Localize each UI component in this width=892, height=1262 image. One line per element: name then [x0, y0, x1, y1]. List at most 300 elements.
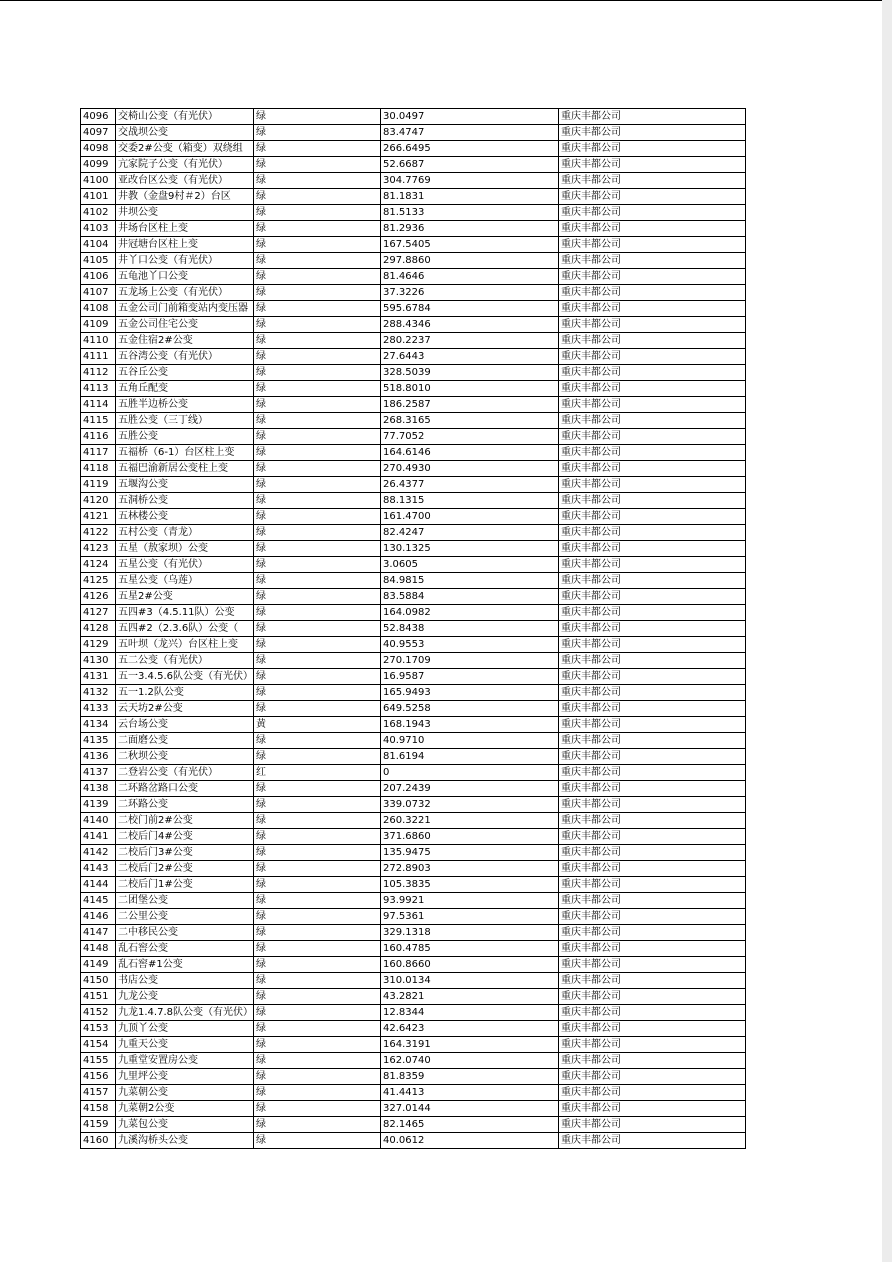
table-row [81, 973, 746, 989]
status-cell: 绿 [254, 861, 381, 877]
station-name-cell: 五二公变（有光伏） [116, 653, 254, 669]
company-cell: 重庆丰都公司 [559, 941, 746, 957]
row-id-cell: 4113 [81, 381, 116, 397]
status-cell: 绿 [254, 1117, 381, 1133]
company-cell: 重庆丰都公司 [559, 861, 746, 877]
company-cell: 重庆丰都公司 [559, 557, 746, 573]
table-row [81, 941, 746, 957]
station-name-cell: 五金住宿2#公变 [116, 333, 254, 349]
company-cell: 重庆丰都公司 [559, 477, 746, 493]
table-row [81, 1037, 746, 1053]
value-cell: 160.4785 [381, 941, 559, 957]
status-cell: 绿 [254, 429, 381, 445]
table-row [81, 1133, 746, 1149]
status-cell: 绿 [254, 285, 381, 301]
company-cell: 重庆丰都公司 [559, 109, 746, 125]
station-name-cell: 五星公变（有光伏） [116, 557, 254, 573]
value-cell: 329.1318 [381, 925, 559, 941]
row-id-cell: 4144 [81, 877, 116, 893]
company-cell: 重庆丰都公司 [559, 141, 746, 157]
value-cell: 288.4346 [381, 317, 559, 333]
table-row [81, 301, 746, 317]
status-cell: 绿 [254, 1021, 381, 1037]
table-row [81, 701, 746, 717]
station-name-cell: 五龙场上公变（有光伏） [116, 285, 254, 301]
company-cell: 重庆丰都公司 [559, 669, 746, 685]
company-cell: 重庆丰都公司 [559, 205, 746, 221]
status-cell: 绿 [254, 733, 381, 749]
value-cell: 40.9710 [381, 733, 559, 749]
row-id-cell: 4129 [81, 637, 116, 653]
table-row [81, 1101, 746, 1117]
station-name-cell: 五金公司住宅公变 [116, 317, 254, 333]
station-name-cell: 书店公变 [116, 973, 254, 989]
row-id-cell: 4099 [81, 157, 116, 173]
row-id-cell: 4139 [81, 797, 116, 813]
row-id-cell: 4124 [81, 557, 116, 573]
station-name-cell: 五村公变（青龙） [116, 525, 254, 541]
station-name-cell: 乱石窖#1公变 [116, 957, 254, 973]
row-id-cell: 4145 [81, 893, 116, 909]
station-name-cell: 乱石窖公变 [116, 941, 254, 957]
status-cell: 绿 [254, 989, 381, 1005]
value-cell: 84.9815 [381, 573, 559, 589]
value-cell: 310.0134 [381, 973, 559, 989]
row-id-cell: 4132 [81, 685, 116, 701]
status-cell: 绿 [254, 509, 381, 525]
status-cell: 绿 [254, 477, 381, 493]
value-cell: 270.1709 [381, 653, 559, 669]
company-cell: 重庆丰都公司 [559, 269, 746, 285]
company-cell: 重庆丰都公司 [559, 333, 746, 349]
value-cell: 186.2587 [381, 397, 559, 413]
status-cell: 绿 [254, 205, 381, 221]
status-cell: 绿 [254, 333, 381, 349]
row-id-cell: 4108 [81, 301, 116, 317]
status-cell: 绿 [254, 253, 381, 269]
row-id-cell: 4106 [81, 269, 116, 285]
table-row [81, 221, 746, 237]
station-name-cell: 九重天公变 [116, 1037, 254, 1053]
value-cell: 280.2237 [381, 333, 559, 349]
value-cell: 82.1465 [381, 1117, 559, 1133]
table-row [81, 845, 746, 861]
station-name-cell: 二校门前2#公变 [116, 813, 254, 829]
value-cell: 26.4377 [381, 477, 559, 493]
status-cell: 绿 [254, 829, 381, 845]
company-cell: 重庆丰都公司 [559, 1021, 746, 1037]
status-cell: 绿 [254, 413, 381, 429]
table-row [81, 173, 746, 189]
station-name-cell: 亢家院子公变（有光伏） [116, 157, 254, 173]
value-cell: 43.2821 [381, 989, 559, 1005]
station-name-cell: 五星公变（乌莲） [116, 573, 254, 589]
status-cell: 绿 [254, 493, 381, 509]
value-cell: 304.7769 [381, 173, 559, 189]
company-cell: 重庆丰都公司 [559, 733, 746, 749]
company-cell: 重庆丰都公司 [559, 749, 746, 765]
table-row [81, 525, 746, 541]
value-cell: 518.8010 [381, 381, 559, 397]
row-id-cell: 4116 [81, 429, 116, 445]
value-cell: 165.9493 [381, 685, 559, 701]
company-cell: 重庆丰都公司 [559, 573, 746, 589]
table-row [81, 1005, 746, 1021]
value-cell: 161.4700 [381, 509, 559, 525]
status-cell: 绿 [254, 125, 381, 141]
row-id-cell: 4103 [81, 221, 116, 237]
table-row [81, 765, 746, 781]
row-id-cell: 4117 [81, 445, 116, 461]
value-cell: 52.8438 [381, 621, 559, 637]
station-name-cell: 井教（金盘9村＃2）台区 [116, 189, 254, 205]
value-cell: 272.8903 [381, 861, 559, 877]
status-cell: 绿 [254, 653, 381, 669]
company-cell: 重庆丰都公司 [559, 525, 746, 541]
table-row [81, 1053, 746, 1069]
status-cell: 绿 [254, 461, 381, 477]
company-cell: 重庆丰都公司 [559, 717, 746, 733]
status-cell: 绿 [254, 381, 381, 397]
company-cell: 重庆丰都公司 [559, 349, 746, 365]
value-cell: 52.6687 [381, 157, 559, 173]
value-cell: 328.5039 [381, 365, 559, 381]
station-name-cell: 五洞桥公变 [116, 493, 254, 509]
table-row [81, 989, 746, 1005]
value-cell: 81.4646 [381, 269, 559, 285]
status-cell: 绿 [254, 813, 381, 829]
company-cell: 重庆丰都公司 [559, 685, 746, 701]
table-row [81, 269, 746, 285]
table-row [81, 333, 746, 349]
status-cell: 绿 [254, 173, 381, 189]
row-id-cell: 4157 [81, 1085, 116, 1101]
value-cell: 81.8359 [381, 1069, 559, 1085]
station-name-cell: 二环路岔路口公变 [116, 781, 254, 797]
row-id-cell: 4105 [81, 253, 116, 269]
value-cell: 164.6146 [381, 445, 559, 461]
status-cell: 绿 [254, 349, 381, 365]
station-name-cell: 九菜朝2公变 [116, 1101, 254, 1117]
row-id-cell: 4096 [81, 109, 116, 125]
row-id-cell: 4136 [81, 749, 116, 765]
station-name-cell: 五堰沟公变 [116, 477, 254, 493]
company-cell: 重庆丰都公司 [559, 493, 746, 509]
station-name-cell: 五林楼公变 [116, 509, 254, 525]
status-cell: 绿 [254, 605, 381, 621]
table-row [81, 605, 746, 621]
status-cell: 绿 [254, 397, 381, 413]
company-cell: 重庆丰都公司 [559, 413, 746, 429]
row-id-cell: 4102 [81, 205, 116, 221]
station-name-cell: 五四#3（4.5.11队）公变 [116, 605, 254, 621]
row-id-cell: 4127 [81, 605, 116, 621]
row-id-cell: 4122 [81, 525, 116, 541]
value-cell: 12.8344 [381, 1005, 559, 1021]
row-id-cell: 4154 [81, 1037, 116, 1053]
row-id-cell: 4123 [81, 541, 116, 557]
company-cell: 重庆丰都公司 [559, 637, 746, 653]
value-cell: 297.8860 [381, 253, 559, 269]
station-name-cell: 二中移民公变 [116, 925, 254, 941]
status-cell: 绿 [254, 1101, 381, 1117]
station-name-cell: 交战坝公变 [116, 125, 254, 141]
value-cell: 207.2439 [381, 781, 559, 797]
page-edge-strip [882, 0, 892, 1262]
value-cell: 81.2936 [381, 221, 559, 237]
company-cell: 重庆丰都公司 [559, 253, 746, 269]
company-cell: 重庆丰都公司 [559, 621, 746, 637]
value-cell: 83.5884 [381, 589, 559, 605]
table-row [81, 749, 746, 765]
status-cell: 绿 [254, 781, 381, 797]
company-cell: 重庆丰都公司 [559, 541, 746, 557]
status-cell: 绿 [254, 685, 381, 701]
status-cell: 绿 [254, 189, 381, 205]
table-row [81, 381, 746, 397]
table-row [81, 141, 746, 157]
company-cell: 重庆丰都公司 [559, 509, 746, 525]
table-row [81, 829, 746, 845]
value-cell: 130.1325 [381, 541, 559, 557]
row-id-cell: 4138 [81, 781, 116, 797]
company-cell: 重庆丰都公司 [559, 301, 746, 317]
row-id-cell: 4140 [81, 813, 116, 829]
row-id-cell: 4143 [81, 861, 116, 877]
station-name-cell: 五角丘配变 [116, 381, 254, 397]
value-cell: 3.0605 [381, 557, 559, 573]
row-id-cell: 4153 [81, 1021, 116, 1037]
status-cell: 绿 [254, 557, 381, 573]
table-row [81, 685, 746, 701]
company-cell: 重庆丰都公司 [559, 1037, 746, 1053]
status-cell: 绿 [254, 445, 381, 461]
row-id-cell: 4155 [81, 1053, 116, 1069]
row-id-cell: 4159 [81, 1117, 116, 1133]
table-row [81, 253, 746, 269]
status-cell: 绿 [254, 1133, 381, 1149]
company-cell: 重庆丰都公司 [559, 125, 746, 141]
station-name-cell: 二公里公变 [116, 909, 254, 925]
value-cell: 339.0732 [381, 797, 559, 813]
value-cell: 649.5258 [381, 701, 559, 717]
status-cell: 绿 [254, 1069, 381, 1085]
value-cell: 595.6784 [381, 301, 559, 317]
company-cell: 重庆丰都公司 [559, 1005, 746, 1021]
status-cell: 绿 [254, 1053, 381, 1069]
station-name-cell: 五一1.2队公变 [116, 685, 254, 701]
table-row [81, 797, 746, 813]
station-name-cell: 五胜公变 [116, 429, 254, 445]
row-id-cell: 4137 [81, 765, 116, 781]
station-name-cell: 五胜半边桥公变 [116, 397, 254, 413]
row-id-cell: 4126 [81, 589, 116, 605]
value-cell: 16.9587 [381, 669, 559, 685]
status-cell: 绿 [254, 109, 381, 125]
status-cell: 绿 [254, 909, 381, 925]
row-id-cell: 4120 [81, 493, 116, 509]
row-id-cell: 4133 [81, 701, 116, 717]
status-cell: 绿 [254, 157, 381, 173]
status-cell: 绿 [254, 669, 381, 685]
status-cell: 绿 [254, 637, 381, 653]
value-cell: 77.7052 [381, 429, 559, 445]
row-id-cell: 4110 [81, 333, 116, 349]
company-cell: 重庆丰都公司 [559, 1101, 746, 1117]
value-cell: 42.6423 [381, 1021, 559, 1037]
status-cell: 绿 [254, 589, 381, 605]
table-row [81, 205, 746, 221]
row-id-cell: 4114 [81, 397, 116, 413]
station-name-cell: 九龙1.4.7.8队公变（有光伏） [116, 1005, 254, 1021]
station-name-cell: 井场台区柱上变 [116, 221, 254, 237]
table-row [81, 589, 746, 605]
value-cell: 27.6443 [381, 349, 559, 365]
value-cell: 327.0144 [381, 1101, 559, 1117]
value-cell: 30.0497 [381, 109, 559, 125]
company-cell: 重庆丰都公司 [559, 701, 746, 717]
station-name-cell: 九顶丫公变 [116, 1021, 254, 1037]
table-row [81, 909, 746, 925]
top-border-line [0, 0, 892, 1]
table-row [81, 957, 746, 973]
company-cell: 重庆丰都公司 [559, 285, 746, 301]
value-cell: 270.4930 [381, 461, 559, 477]
table-row [81, 877, 746, 893]
company-cell: 重庆丰都公司 [559, 1133, 746, 1149]
status-cell: 绿 [254, 301, 381, 317]
company-cell: 重庆丰都公司 [559, 381, 746, 397]
table-row [81, 669, 746, 685]
status-cell: 绿 [254, 941, 381, 957]
table-row [81, 317, 746, 333]
company-cell: 重庆丰都公司 [559, 1085, 746, 1101]
row-id-cell: 4111 [81, 349, 116, 365]
status-cell: 绿 [254, 957, 381, 973]
company-cell: 重庆丰都公司 [559, 989, 746, 1005]
status-cell: 绿 [254, 797, 381, 813]
row-id-cell: 4152 [81, 1005, 116, 1021]
station-name-cell: 二秋坝公变 [116, 749, 254, 765]
value-cell: 81.6194 [381, 749, 559, 765]
value-cell: 41.4413 [381, 1085, 559, 1101]
station-name-cell: 五谷丘公变 [116, 365, 254, 381]
row-id-cell: 4104 [81, 237, 116, 253]
company-cell: 重庆丰都公司 [559, 461, 746, 477]
row-id-cell: 4141 [81, 829, 116, 845]
status-cell: 绿 [254, 365, 381, 381]
station-name-cell: 井丫口公变（有光伏） [116, 253, 254, 269]
company-cell: 重庆丰都公司 [559, 1069, 746, 1085]
table-row [81, 461, 746, 477]
company-cell: 重庆丰都公司 [559, 397, 746, 413]
company-cell: 重庆丰都公司 [559, 797, 746, 813]
table-row [81, 429, 746, 445]
table-row [81, 125, 746, 141]
status-cell: 绿 [254, 525, 381, 541]
row-id-cell: 4147 [81, 925, 116, 941]
value-cell: 135.9475 [381, 845, 559, 861]
station-name-cell: 九里坪公变 [116, 1069, 254, 1085]
company-cell: 重庆丰都公司 [559, 157, 746, 173]
row-id-cell: 4148 [81, 941, 116, 957]
company-cell: 重庆丰都公司 [559, 189, 746, 205]
table-row [81, 189, 746, 205]
table-row [81, 861, 746, 877]
company-cell: 重庆丰都公司 [559, 589, 746, 605]
table-row [81, 925, 746, 941]
value-cell: 168.1943 [381, 717, 559, 733]
status-cell: 绿 [254, 1085, 381, 1101]
row-id-cell: 4100 [81, 173, 116, 189]
station-name-cell: 五龟池丫口公变 [116, 269, 254, 285]
station-name-cell: 交椅山公变（有光伏） [116, 109, 254, 125]
row-id-cell: 4109 [81, 317, 116, 333]
table-row [81, 509, 746, 525]
table-row [81, 637, 746, 653]
row-id-cell: 4160 [81, 1133, 116, 1149]
value-cell: 81.1831 [381, 189, 559, 205]
company-cell: 重庆丰都公司 [559, 925, 746, 941]
station-name-cell: 二校后门4#公变 [116, 829, 254, 845]
status-cell: 绿 [254, 621, 381, 637]
table-row [81, 285, 746, 301]
value-cell: 164.3191 [381, 1037, 559, 1053]
row-id-cell: 4150 [81, 973, 116, 989]
company-cell: 重庆丰都公司 [559, 1053, 746, 1069]
row-id-cell: 4118 [81, 461, 116, 477]
row-id-cell: 4158 [81, 1101, 116, 1117]
status-cell: 绿 [254, 925, 381, 941]
table-row [81, 237, 746, 253]
status-cell: 绿 [254, 317, 381, 333]
status-cell: 绿 [254, 749, 381, 765]
value-cell: 82.4247 [381, 525, 559, 541]
station-name-cell: 五四#2（2.3.6队）公变（ [116, 621, 254, 637]
station-name-cell: 二登岩公变（有光伏） [116, 765, 254, 781]
value-cell: 40.0612 [381, 1133, 559, 1149]
value-cell: 167.5405 [381, 237, 559, 253]
table-row [81, 397, 746, 413]
row-id-cell: 4128 [81, 621, 116, 637]
table-row [81, 349, 746, 365]
row-id-cell: 4101 [81, 189, 116, 205]
station-name-cell: 五星（敖家坝）公变 [116, 541, 254, 557]
status-cell: 绿 [254, 701, 381, 717]
table-row [81, 413, 746, 429]
table-row [81, 557, 746, 573]
value-cell: 0 [381, 765, 559, 781]
status-cell: 绿 [254, 893, 381, 909]
status-cell: 绿 [254, 845, 381, 861]
row-id-cell: 4142 [81, 845, 116, 861]
value-cell: 81.5133 [381, 205, 559, 221]
company-cell: 重庆丰都公司 [559, 605, 746, 621]
table-row [81, 1085, 746, 1101]
value-cell: 162.0740 [381, 1053, 559, 1069]
row-id-cell: 4125 [81, 573, 116, 589]
company-cell: 重庆丰都公司 [559, 845, 746, 861]
value-cell: 40.9553 [381, 637, 559, 653]
row-id-cell: 4098 [81, 141, 116, 157]
row-id-cell: 4131 [81, 669, 116, 685]
row-id-cell: 4135 [81, 733, 116, 749]
status-cell: 黄 [254, 717, 381, 733]
row-id-cell: 4107 [81, 285, 116, 301]
table-row [81, 541, 746, 557]
station-name-cell: 五金公司门前箱变站内变压器 [116, 301, 254, 317]
value-cell: 97.5361 [381, 909, 559, 925]
